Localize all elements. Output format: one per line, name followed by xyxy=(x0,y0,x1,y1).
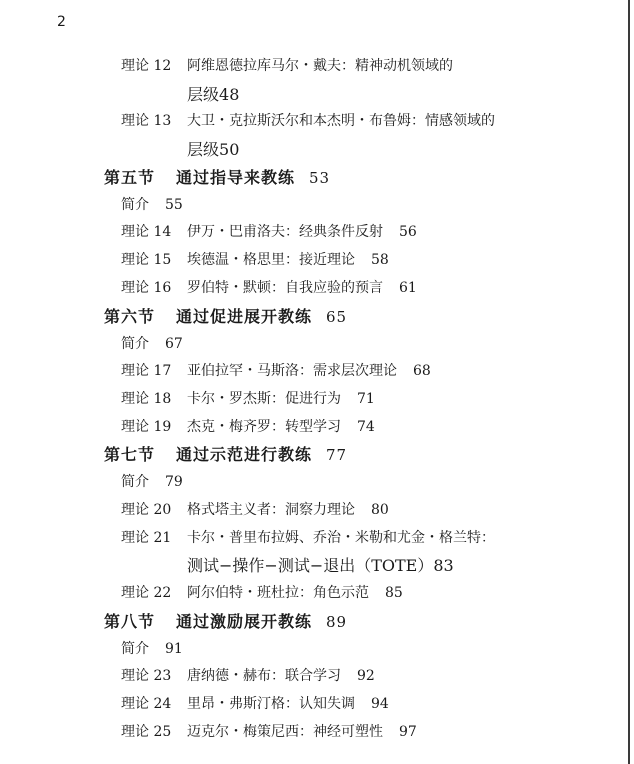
toc-entry[interactable] xyxy=(0,580,620,608)
toc-title xyxy=(187,275,417,303)
toc-page-number: 92 xyxy=(357,668,375,685)
toc-page-number: 71 xyxy=(357,390,375,407)
page-edge-rule xyxy=(628,0,630,764)
toc-title-text: 层级 xyxy=(187,140,220,160)
toc-entry[interactable] xyxy=(0,719,620,747)
toc-title xyxy=(187,81,239,109)
toc-label: 理论 23 xyxy=(121,668,172,685)
toc-page-number: 91 xyxy=(165,640,183,657)
toc-title-text: 通过激励展开教练 xyxy=(176,611,313,631)
page-number: 2 xyxy=(57,14,66,30)
toc-entry[interactable] xyxy=(0,331,620,359)
toc-title-text: 卡尔・罗杰斯：促进行为 xyxy=(187,390,341,407)
toc-label: 简介 67 xyxy=(121,335,183,352)
toc-title-text: 唐纳德・赫布：联合学习 xyxy=(187,668,341,685)
toc-page-number: 79 xyxy=(165,474,183,491)
toc-label: 第八节 xyxy=(104,611,156,631)
toc-entry[interactable] xyxy=(0,192,620,220)
toc-label: 理论 17 xyxy=(121,363,172,380)
toc-section-heading[interactable] xyxy=(0,441,620,469)
toc-label: 理论 14 xyxy=(121,224,172,241)
toc-page-number: 53 xyxy=(309,168,331,187)
toc-title xyxy=(187,719,417,747)
toc-title xyxy=(187,358,431,386)
toc-label: 理论 22 xyxy=(121,585,172,601)
toc-label: 理论 20 xyxy=(121,501,172,518)
toc-title xyxy=(176,303,347,331)
toc-page-number: 65 xyxy=(326,307,348,326)
toc-title xyxy=(187,53,453,81)
toc-page-number: 97 xyxy=(399,723,417,740)
toc-label: 理论 15 xyxy=(121,252,172,269)
toc-entry[interactable] xyxy=(0,275,620,303)
toc-label: 理论 25 xyxy=(121,723,172,740)
toc-entry[interactable] xyxy=(0,663,620,691)
toc-title-text: 伊万・巴甫洛夫：经典条件反射 xyxy=(187,224,383,241)
toc-page-number: 68 xyxy=(413,363,431,380)
toc-entry[interactable] xyxy=(0,53,620,81)
toc-entry[interactable] xyxy=(0,136,620,164)
toc-page-number: 89 xyxy=(326,612,348,631)
toc-entry[interactable] xyxy=(0,636,620,664)
toc-title-text: 卡尔・普里布拉姆、乔治・米勒和尤金・格兰特： xyxy=(187,529,495,546)
toc-label: 理论 19 xyxy=(121,418,172,435)
toc-section-heading[interactable] xyxy=(0,303,620,331)
toc-title xyxy=(176,164,330,192)
toc-title xyxy=(187,552,454,580)
toc-title xyxy=(187,525,495,553)
toc-label: 简介 55 xyxy=(121,196,183,213)
toc-title-text: 迈克尔・梅策尼西：神经可塑性 xyxy=(187,723,383,740)
toc-label: 简介 91 xyxy=(121,640,183,657)
toc-entry[interactable] xyxy=(0,247,620,275)
toc-title xyxy=(176,441,347,469)
toc-title xyxy=(187,691,389,719)
toc-page-number: 56 xyxy=(399,224,417,241)
toc-page-number: 58 xyxy=(371,252,389,269)
toc-page-number: 48 xyxy=(219,84,240,104)
toc-section-heading[interactable] xyxy=(0,164,620,192)
toc-label: 理论 16 xyxy=(121,279,172,296)
toc-page-number: 61 xyxy=(399,279,417,296)
toc-title xyxy=(187,219,417,247)
toc-page-number: 94 xyxy=(371,696,389,713)
toc-label: 理论 24 xyxy=(121,696,172,713)
toc-entry[interactable] xyxy=(0,414,620,442)
toc-title xyxy=(187,247,389,275)
toc-entry[interactable] xyxy=(0,469,620,497)
toc-title-text: 里昂・弗斯汀格：认知失调 xyxy=(187,696,355,713)
toc-page-number: 85 xyxy=(385,585,403,601)
toc-label: 第七节 xyxy=(104,445,156,465)
toc-title xyxy=(187,580,403,608)
toc-title-text: 杰克・梅齐罗：转型学习 xyxy=(187,418,341,435)
toc-title-text: 通过示范进行教练 xyxy=(176,445,313,465)
toc-title-text: 层级 xyxy=(187,84,220,104)
toc-title-text: 阿尔伯特・班杜拉：角色示范 xyxy=(187,585,369,601)
toc-entry[interactable] xyxy=(0,108,620,136)
toc-page-number: 67 xyxy=(165,335,183,352)
toc-label: 理论 12 xyxy=(121,58,172,74)
toc-title-text: 阿维恩德拉库马尔・戴夫：精神动机领域的 xyxy=(187,58,453,74)
toc-label: 理论 18 xyxy=(121,390,172,407)
toc-title-text: 大卫・克拉斯沃尔和本杰明・布鲁姆：情感领域的 xyxy=(187,113,495,130)
toc-label: 理论 13 xyxy=(121,113,172,130)
toc-title xyxy=(187,414,375,442)
toc-title xyxy=(187,136,239,164)
toc-label: 第五节 xyxy=(104,167,156,187)
toc-section-heading[interactable] xyxy=(0,608,620,636)
toc-page-number: 77 xyxy=(326,446,348,465)
toc-title xyxy=(187,108,495,136)
toc-label: 简介 79 xyxy=(121,474,183,491)
toc-title-text: 亚伯拉罕・马斯洛：需求层次理论 xyxy=(187,363,397,380)
toc-title-text: 通过促进展开教练 xyxy=(176,306,313,326)
toc-title-text: 罗伯特・默顿：自我应验的预言 xyxy=(187,279,383,296)
toc-page-number: 50 xyxy=(219,140,240,160)
toc-entry[interactable] xyxy=(0,358,620,386)
toc-entry[interactable] xyxy=(0,525,620,553)
table-of-contents xyxy=(0,53,620,746)
toc-entry[interactable] xyxy=(0,219,620,247)
toc-entry[interactable] xyxy=(0,81,620,109)
toc-entry[interactable] xyxy=(0,497,620,525)
toc-label: 理论 21 xyxy=(121,529,172,546)
toc-page-number: 74 xyxy=(357,418,375,435)
toc-page-number: 55 xyxy=(165,196,183,213)
toc-title-text: 埃德温・格思里：接近理论 xyxy=(187,252,355,269)
toc-entry[interactable] xyxy=(0,552,620,580)
toc-title-text: 测试−操作−测试−退出（TOTE） xyxy=(187,556,434,576)
toc-page-number: 83 xyxy=(433,556,454,576)
toc-page-number: 80 xyxy=(371,501,389,518)
toc-title-text: 格式塔主义者：洞察力理论 xyxy=(187,501,355,518)
toc-title xyxy=(187,386,375,414)
toc-title-text: 通过指导来教练 xyxy=(176,167,296,187)
toc-title xyxy=(176,608,347,636)
toc-label: 第六节 xyxy=(104,306,156,326)
toc-entry[interactable] xyxy=(0,691,620,719)
toc-title xyxy=(187,663,375,691)
toc-entry[interactable] xyxy=(0,386,620,414)
toc-title xyxy=(187,497,389,525)
